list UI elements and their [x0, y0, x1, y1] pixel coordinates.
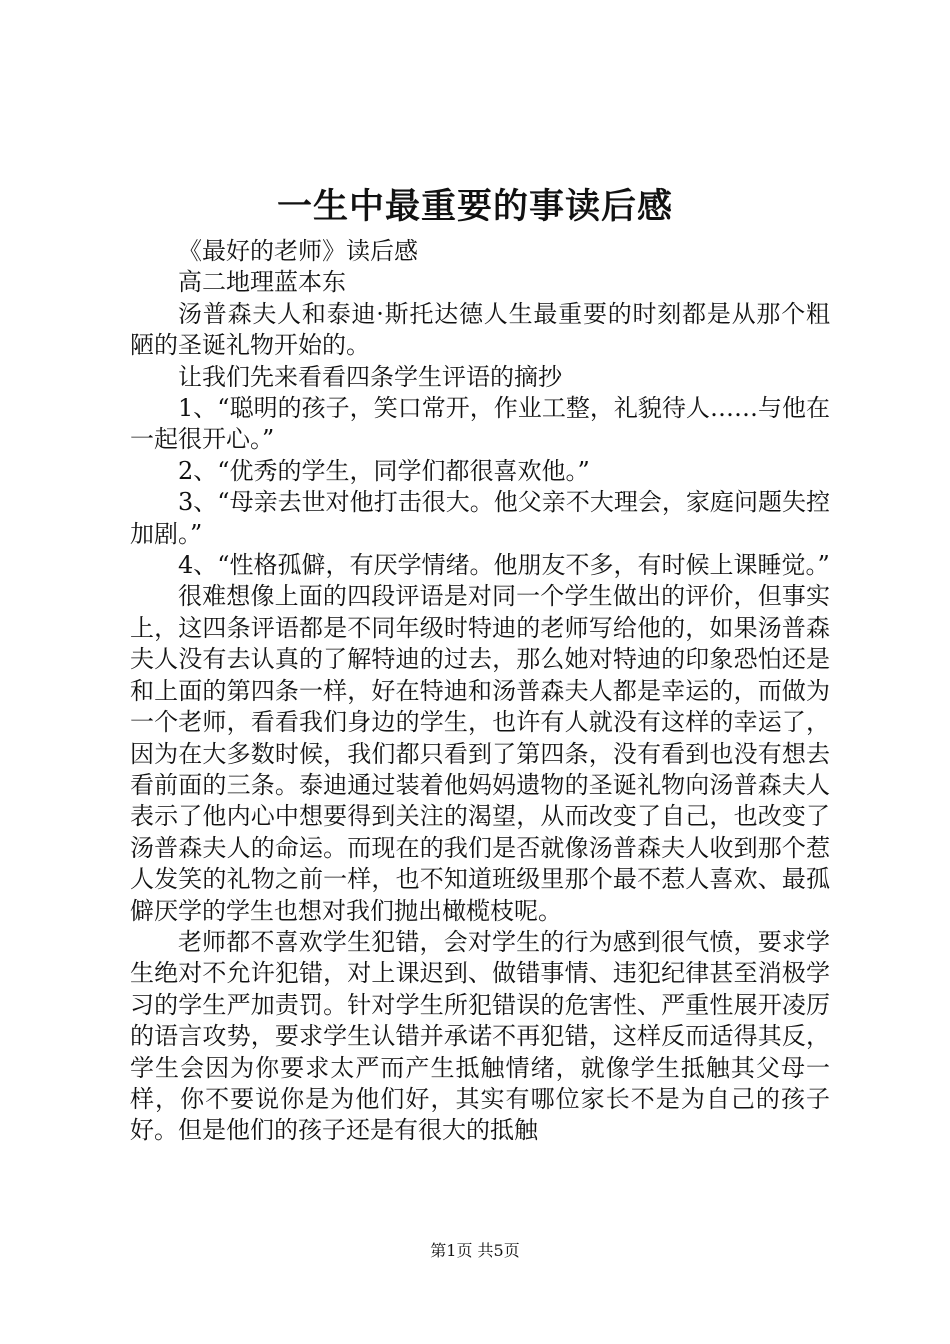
paragraph-book-title: 《最好的老师》读后感 — [178, 237, 418, 265]
paragraph-comment-4: 4、“性格孤僻，有厌学情绪。他朋友不多，有时候上课睡觉。” — [178, 551, 830, 580]
paragraph-intro: 汤普森夫人和泰迪·斯托达德人生最重要的时刻都是从那个粗陋的圣诞礼物开始的。 — [130, 299, 830, 360]
paragraph-reflection: 很难想像上面的四段评语是对同一个学生做出的评价，但事实上，这四条评语都是不同年级时特迪的老师写给他的，如果汤普森夫人没有去认真的了解特迪的过去，那么她对特迪的印象恐怕还是和上面的第四条一样，好在特迪和汤普森夫人都是幸运的，而做为一个老师，看看我们身边的学生，也许有人就没有这样的幸运了，因为在大多数时候，我们都只看到了第四条，没有看到也没有想去看前面的三条。泰迪通过装着他妈妈遗物的圣诞礼物向汤普森夫人表示了他内心中想要得到关注的渴望，从而改变了自己，也改变了汤普森夫人的命运。而现在的我们是否就像汤普森夫人收到那个惹人发笑的礼物之前一样，也不知道班级里那个最不惹人喜欢、最孤僻厌学的学生也想对我们抛出橄榄枝呢。 — [130, 582, 830, 925]
paragraph-comment-3: 3、“母亲去世对他打击很大。他父亲不大理会，家庭问题失控加剧。” — [130, 488, 830, 548]
paragraph-teachers: 老师都不喜欢学生犯错，会对学生的行为感到很气愤，要求学生绝对不允许犯错，对上课迟到、做错事情、违犯纪律甚至消极学习的学生严加责罚。针对学生所犯错误的危害性、严重性展开凌厉的语言攻势，要求学生认错并承诺不再犯错，这样反而适得其反，学生会因为你要求太严而产生抵触情绪，就像学生抵触其父母一样，你不要说你是为他们好，其实有哪位家长不是为自己的孩子好。但是他们的孩子还是有很大的抵触 — [130, 927, 830, 1145]
paragraph-comments-heading: 让我们先来看看四条学生评语的摘抄 — [178, 362, 562, 391]
page-footer: 第1页 共5页 — [430, 1241, 520, 1260]
document-title: 一生中最重要的事读后感 — [276, 186, 673, 227]
paragraph-comment-2: 2、“优秀的学生，同学们都很喜欢他。” — [178, 456, 590, 485]
paragraph-comment-1: 1、“聪明的孩子，笑口常开，作业工整，礼貌待人……与他在一起很开心。” — [130, 394, 830, 454]
document-body — [130, 236, 830, 1147]
paragraph-author: 高二地理蓝本东 — [178, 268, 346, 297]
